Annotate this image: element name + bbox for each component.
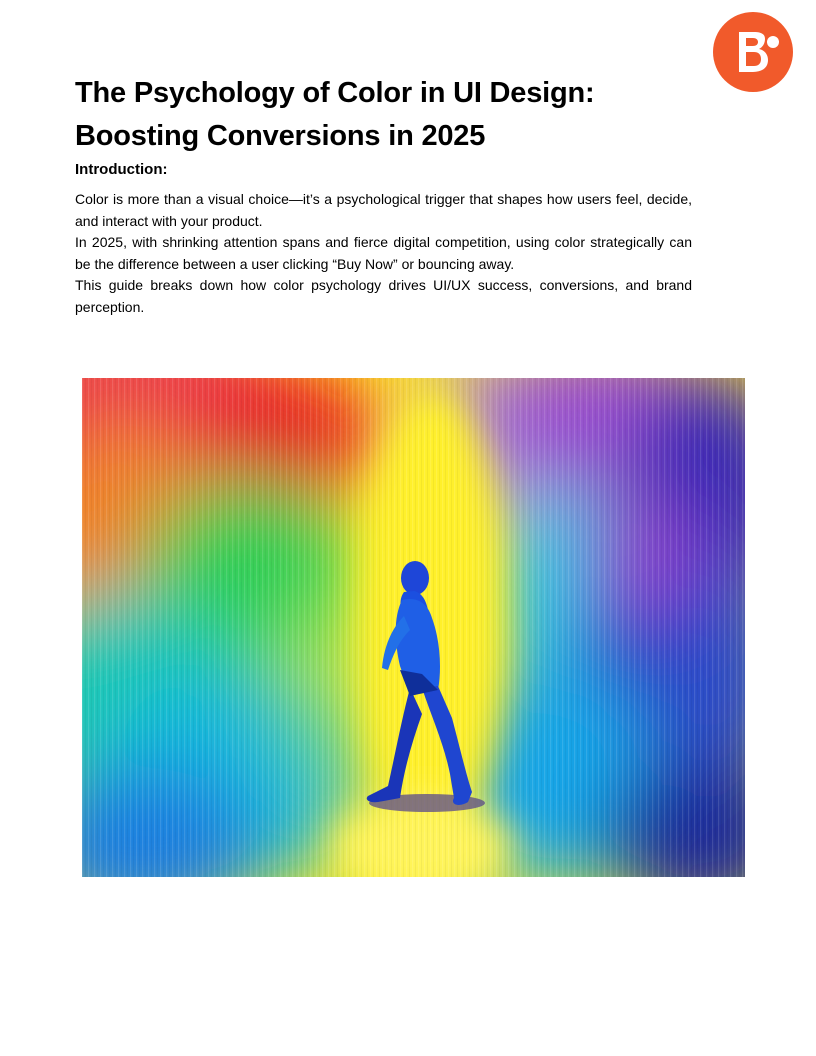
intro-body [75, 189, 692, 318]
brand-logo[interactable] [713, 12, 793, 92]
page-title: The Psychology of Color in UI Design: Boosting Conversions in 2025 [75, 77, 595, 152]
intro-paragraph: Color is more than a visual choice—it’s a psychological trigger that shapes how users feel, decide, and interact with your product. [75, 191, 692, 229]
intro-paragraph: This guide breaks down how color psychology drives UI/UX success, conversions, and brand perception. [75, 277, 692, 315]
intro-paragraph: In 2025, with shrinking attention spans and fierce digital competition, using color strategically can be the difference between a user clicking “Buy Now” or bouncing away. [75, 234, 692, 272]
watercolor-illustration [82, 378, 745, 877]
hero-image [82, 378, 745, 877]
b-letter-logo-icon [713, 12, 793, 92]
section-heading: Introduction: [75, 161, 168, 178]
